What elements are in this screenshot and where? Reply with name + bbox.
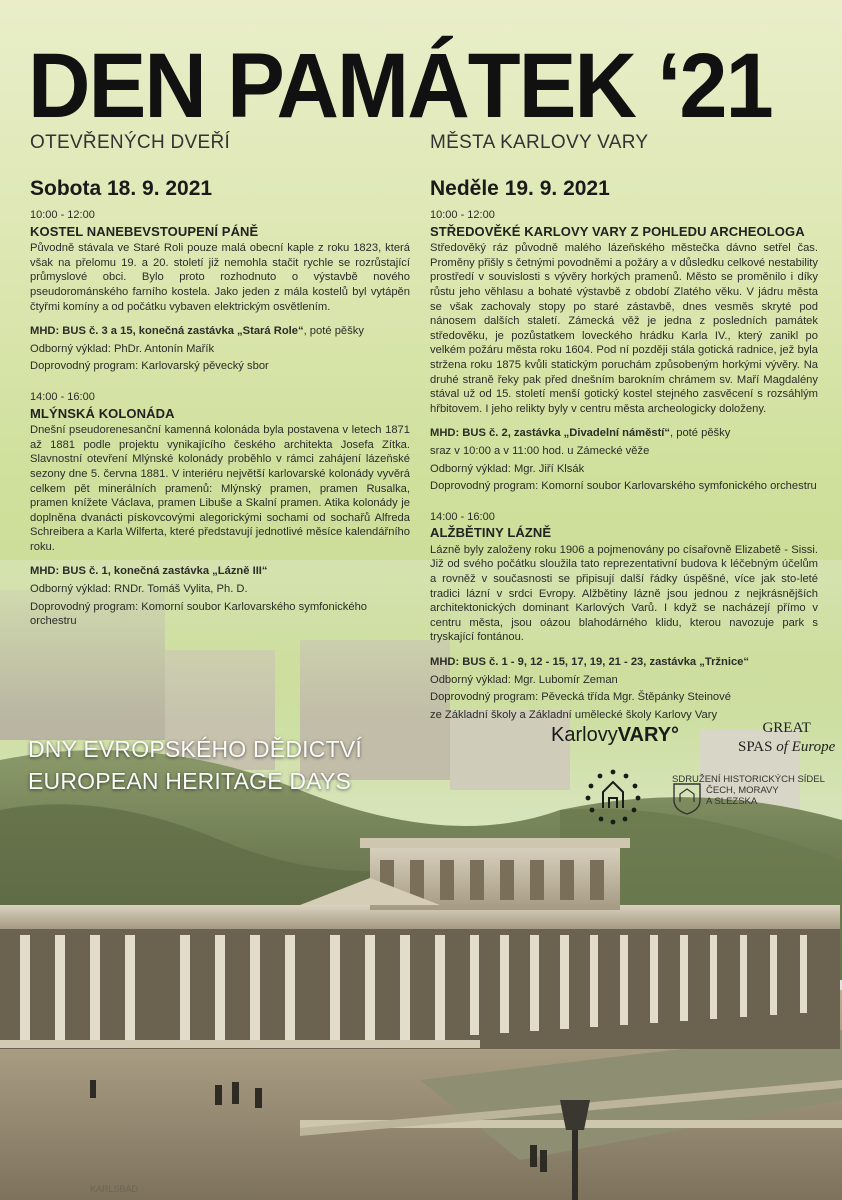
event-description: Lázně byly založeny roku 1906 a pojmenovány po císařovně Elizabetě - Sissi. Již od svého počátku sloužila tato reprezentativní budova k léčebným účelům a rovněž v současnosti se připisují další řádky úspěšné, více jak sto-leté tradici lázní v srdci Evropy. Alžbětiny lázně jsou jednou z nejkrásnějších architektonických dominant Karlových Varů. I když se nacházejí přímo v centru města, jsou oázou blahodárného klidu, kterou navozuje park s tryskající fontánou. — [430, 543, 818, 644]
historic-towns-line1: SDRUŽENÍ HISTORICKÝCH SÍDEL — [672, 774, 825, 785]
subtitle-left: OTEVŘENÝCH DVEŘÍ — [30, 132, 231, 153]
event-block — [30, 208, 410, 374]
great-spas-line2b: of Europe — [776, 739, 836, 755]
event-transport: MHD: BUS č. 1 - 9, 12 - 15, 17, 19, 21 - 23, zastávka „Tržnice“ — [430, 656, 749, 669]
karlovy-vary-logo-a: Karlovy — [551, 724, 618, 746]
event-block — [30, 390, 410, 629]
event-block — [430, 510, 818, 723]
karlovy-vary-logo — [551, 724, 679, 747]
historic-towns-line3: A SLEZSKA — [706, 796, 758, 807]
event-title: STŘEDOVĚKÉ KARLOVY VARY Z POHLEDU ARCHEOLOGA — [430, 223, 805, 239]
heritage-stars-icon — [583, 768, 643, 826]
event-guide: Odborný výklad: Mgr. Jiří Klsák — [430, 462, 585, 475]
event-time: 10:00 - 12:00 — [430, 209, 495, 221]
subtitle-right: MĚSTA KARLOVY VARY — [430, 132, 649, 153]
event-program: Doprovodný program: Pěvecká třída Mgr. Štěpánky Steinové — [430, 691, 731, 704]
heritage-days-cz: DNY EVROPSKÉHO DĚDICTVÍ — [28, 736, 362, 762]
karlovy-vary-logo-b: VARY° — [617, 724, 680, 746]
event-transport: MHD: BUS č. 3 a 15, konečná zastávka „Stará Role“ — [30, 325, 304, 338]
heritage-days-banner — [28, 733, 362, 797]
event-guide: Odborný výklad: Mgr. Lubomír Zeman — [430, 673, 618, 686]
great-spas-line2a: SPAS — [738, 739, 777, 755]
great-spas-line1: GREAT — [762, 720, 811, 736]
day-heading-sunday: Neděle 19. 9. 2021 — [430, 177, 610, 200]
event-transport-suffix: , poté pěšky — [303, 325, 364, 338]
event-description: Dnešní pseudorenesanční kamenná kolonáda byla postavena v letech 1871 až 1881 podle projektu vynikajícího českého architekta Josefa Zítka. Slavnostní otevření Mlýnské kolonády proběhlo v rámci zahájení lázeňské sezony dne 5. června 1881. V interiéru největší karlovarské kolonády vyvěrá celkem pět minerálních pramenů: Mlýnský pramen, pramen Rusalka, pramen knížete Václava, pramen Libuše a Skalní pramen. Atika kolonády je doplněna dvanácti pískovcovými alegorickými sochami od sochařů Alfreda Schreibera a Karla Wilferta, které představují jednotlivé měsíce kalendářního roku. — [30, 424, 410, 553]
photo-caption: KARLSBAD — [90, 1184, 139, 1194]
event-block — [430, 208, 818, 494]
heritage-days-en: EUROPEAN HERITAGE DAYS — [28, 768, 352, 794]
event-description: Středověký ráz původně malého lázeňského městečka dávno setřel čas. Proměny přišly s četnými povodněmi a požáry a v důsledku celkové nestability prostředí v souvislosti s vývěry horkých pramenů. Město se proměnilo i díky růstu jeho věhlasu a bohaté výstavbě z období Zlatého věku. V jádru města se však zachovaly stopy po staré zástavbě, dnes vesměs skryté pod nánosem dalších staletí. Zámecká věž je jedna z posledních památek středověku, je pozůstatkem loveckého hrádku Karla IV., který zanikl po velkém požáru města roku 1604. Pod ní později stála gotická radnice, jež byla stržena roku 1875 kvůli statickým poruchám způsobeným horkými vývěry. Na druhé straně řeky pak před dnešním barokním chrámem sv. Maří Magdalény stával už od 15. století menší gotický kostel stejného zasvěcení s rozsáhlým hřbitovem. I jeho relikty byly v centru města archeologicky doloženy. — [430, 242, 819, 415]
event-guide: Odborný výklad: PhDr. Antonín Mařík — [30, 342, 215, 355]
page-title: DEN PAMÁTEK ‘21 — [28, 35, 772, 137]
historic-towns-line2: ČECH, MORAVY — [706, 785, 779, 796]
sunday-column — [430, 176, 818, 738]
event-time: 14:00 - 16:00 — [30, 390, 95, 403]
great-spas-logo — [738, 719, 835, 757]
event-transport: MHD: BUS č. 2, zastávka „Divadelní náměstí“ — [430, 427, 670, 440]
event-program-line2: ze Základní školy a Základní umělecké školy Karlovy Vary — [430, 708, 718, 721]
shield-icon — [672, 782, 702, 816]
event-transport-suffix: , poté pěšky — [670, 427, 731, 440]
event-program: Doprovodný program: Komorní soubor Karlovarského symfonického orchestru — [30, 600, 368, 628]
event-transport: MHD: BUS č. 1, konečná zastávka „Lázně III“ — [30, 565, 268, 578]
event-meeting: sraz v 10:00 a v 11:00 hod. u Zámecké věže — [430, 444, 650, 457]
event-guide: Odborný výklad: RNDr. Tomáš Vylita, Ph. D. — [30, 583, 248, 596]
event-program: Doprovodný program: Karlovarský pěvecký sbor — [30, 360, 269, 373]
saturday-column — [30, 176, 410, 645]
event-title: KOSTEL NANEBEVSTOUPENÍ PÁNĚ — [30, 223, 259, 239]
event-program: Doprovodný program: Komorní soubor Karlovarského symfonického orchestru — [430, 480, 817, 493]
event-time: 10:00 - 12:00 — [30, 209, 95, 221]
event-title: MLÝNSKÁ KOLONÁDA — [30, 405, 175, 421]
event-time: 14:00 - 16:00 — [430, 510, 495, 523]
event-title: ALŽBĚTINY LÁZNĚ — [430, 525, 552, 541]
event-description: Původně stávala ve Staré Roli pouze malá obecní kaple z roku 1823, která však na přelomu 19. a 20. století již nemohla stačit rychle se rozrůstající průmyslové obci. Bylo proto rozhodnuto o výstavbě nového pseudorománského farního kostela. Jako jeden z mála kostelů byl vytápěn čtyřmi komíny a od počátku vybaven elektrickým osvětlením. — [30, 242, 410, 313]
day-heading-saturday: Sobota 18. 9. 2021 — [30, 177, 213, 200]
historic-towns-logo — [672, 774, 825, 807]
